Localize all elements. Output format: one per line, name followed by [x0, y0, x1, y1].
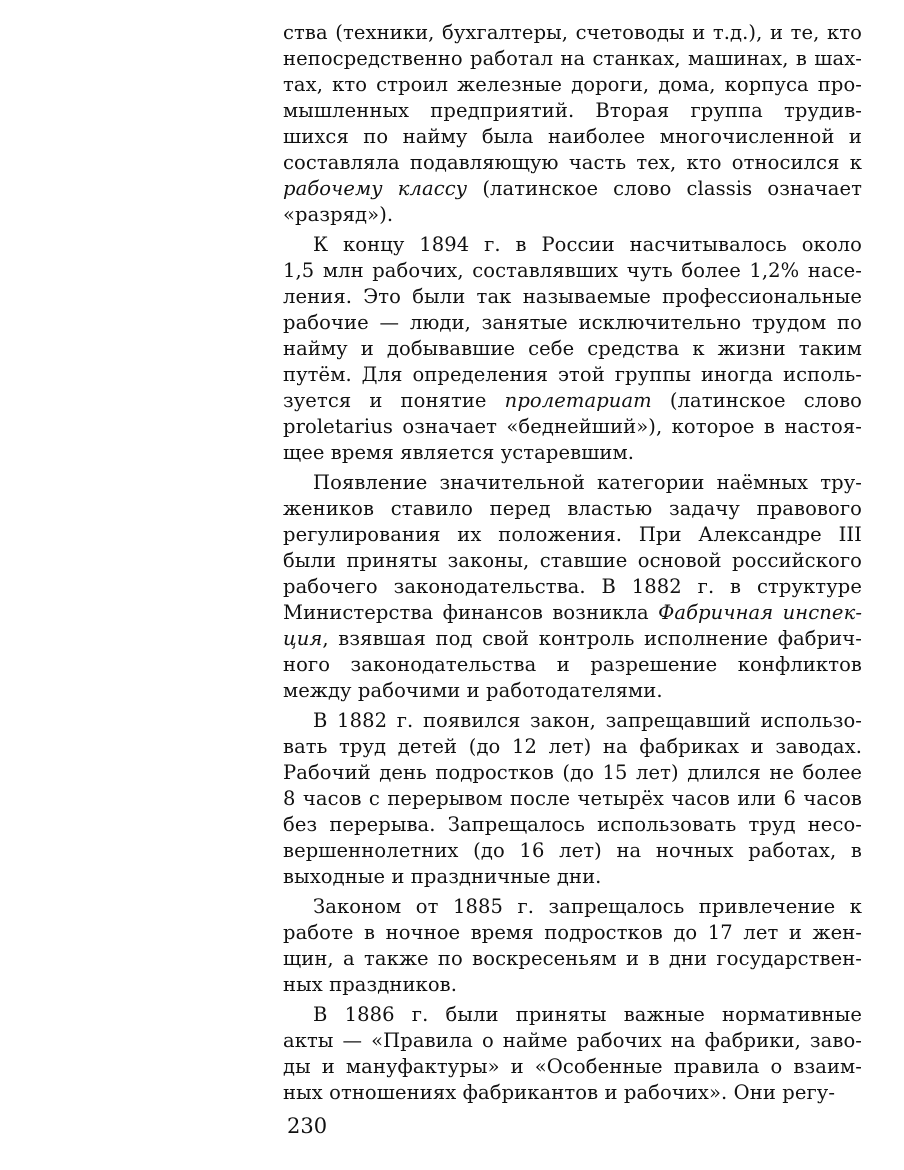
text-line: ства (техники, бухгалтеры, счетоводы и т.д.), и те, кто — [283, 21, 862, 44]
text-line: вать труд детей (до 12 лет) на фабриках и заводах. — [283, 735, 862, 758]
text-line: «разряд»). — [283, 203, 394, 226]
page-body — [283, 20, 862, 1106]
text-line: ного законодательства и разрешение конфликтов — [283, 653, 862, 676]
text-line: ды и мануфактуры» и «Особенные правила о взаим- — [283, 1055, 862, 1078]
text-line: регулирования их положения. При Александре III — [283, 523, 862, 546]
text-line: непосредственно работал на станках, машинах, в шах- — [283, 47, 862, 70]
text-line: К концу 1894 г. в России насчитывалось около — [313, 233, 862, 256]
italic-term: пролетариат — [504, 389, 652, 412]
paragraph-p2 — [283, 232, 862, 466]
text-line: жеников ставило перед властью задачу правового — [283, 497, 862, 520]
text-line: вершеннолетних (до 16 лет) на ночных работах, в — [283, 839, 862, 862]
text-line — [283, 626, 862, 652]
text-line: Рабочий день подростков (до 15 лет) длился не более — [283, 761, 862, 784]
text-line: 1,5 млн рабочих, составлявших чуть более 1,2% насе- — [283, 259, 862, 282]
italic-term: ция — [283, 627, 323, 650]
text-line: Законом от 1885 г. запрещалось привлечение к — [313, 895, 862, 918]
text-line — [283, 176, 862, 202]
text-line: 8 часов с перерывом после четырёх часов или 6 часов — [283, 787, 862, 810]
paragraph-p3 — [283, 470, 862, 704]
text-line: рабочего законодательства. В 1882 г. в структуре — [283, 575, 862, 598]
text-line — [283, 600, 862, 626]
text-segment: Министерства финансов возникла — [283, 601, 659, 624]
text-segment: , взявшая под свой контроль исполнение фабрич- — [322, 627, 862, 650]
text-line: ления. Это были так называемые профессиональные — [283, 285, 862, 308]
italic-term: Фабричная инспек- — [658, 601, 863, 624]
text-line: тах, кто строил железные дороги, дома, корпуса про- — [283, 73, 862, 96]
text-line: щее время является устаревшим. — [283, 441, 635, 464]
italic-term: рабочему классу — [283, 177, 468, 200]
text-line: составляла подавляющую часть тех, кто относился к — [283, 151, 862, 174]
paragraph-p5 — [283, 894, 862, 998]
paragraph-p1 — [283, 20, 862, 228]
text-line: шихся по найму была наиболее многочисленной и — [283, 125, 862, 148]
text-line: найму и добывавшие себе средства к жизни таким — [283, 337, 862, 360]
text-line: В 1886 г. были приняты важные нормативные — [313, 1003, 862, 1026]
text-segment: зуется и понятие — [283, 389, 505, 412]
text-line: щин, а также по воскресеньям и в дни государствен- — [283, 947, 862, 970]
text-line: ных отношениях фабрикантов и рабочих». Они регу- — [283, 1081, 836, 1104]
text-line: мышленных предприятий. Вторая группа трудив- — [283, 99, 862, 122]
text-line: выходные и праздничные дни. — [283, 865, 602, 888]
text-line — [283, 388, 862, 414]
text-line: рабочие — люди, занятые исключительно трудом по — [283, 311, 862, 334]
text-line: ных праздников. — [283, 973, 458, 996]
page-number: 230 — [287, 1114, 328, 1138]
text-line: без перерыва. Запрещалось использовать труд несо- — [283, 813, 862, 836]
text-segment: (латинское слово classis означает — [467, 177, 862, 200]
paragraph-p4 — [283, 708, 862, 890]
text-line: между рабочими и работодателями. — [283, 679, 663, 702]
text-line: работе в ночное время подростков до 17 лет и жен- — [283, 921, 862, 944]
text-line: акты — «Правила о найме рабочих на фабрики, заво- — [283, 1029, 862, 1052]
text-line: были приняты законы, ставшие основой российского — [283, 549, 862, 572]
text-line: путём. Для определения этой группы иногда исполь- — [283, 363, 862, 386]
text-segment: (латинское слово — [651, 389, 862, 412]
paragraph-p6 — [283, 1002, 862, 1106]
text-line: proletarius означает «беднейший»), которое в настоя- — [283, 415, 862, 438]
text-line: Появление значительной категории наёмных тру- — [313, 471, 862, 494]
text-line: В 1882 г. появился закон, запрещавший использо- — [313, 709, 862, 732]
